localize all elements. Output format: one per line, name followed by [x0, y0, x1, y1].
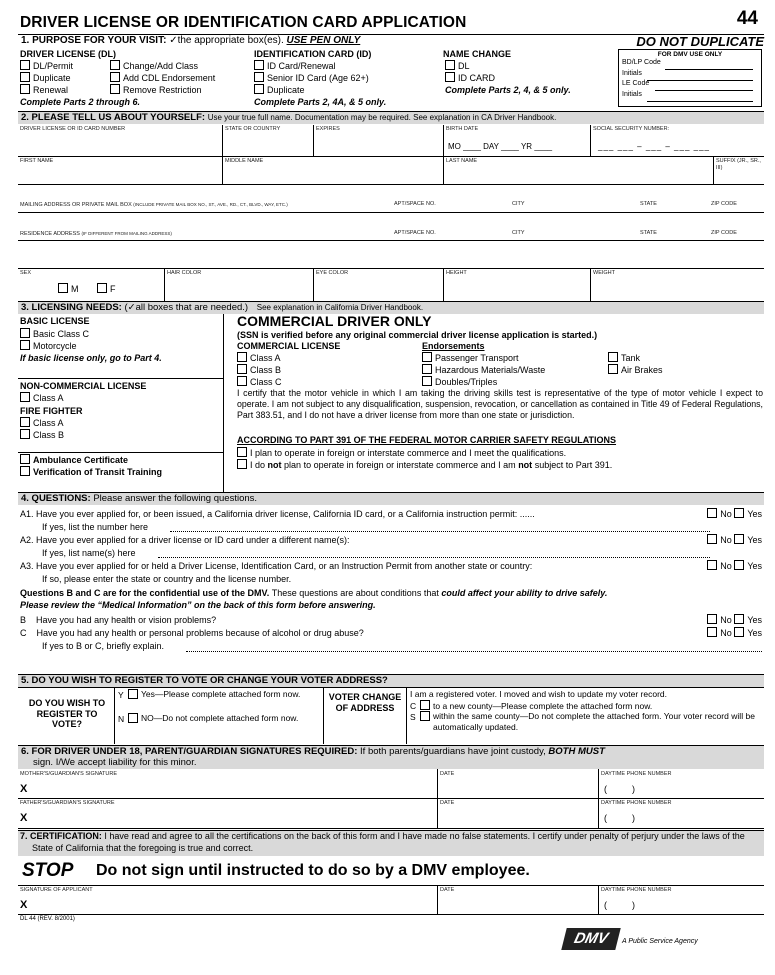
section-7-heading: 7. CERTIFICATION: I have read and agree to all the certifications on the back of this form and I have made no false statements. I certify under penalty of perjury under the laws of the State of California that the foregoing is true and correct. — [18, 830, 764, 856]
cl-class-b-option[interactable]: Class B — [237, 364, 282, 376]
weight-label: WEIGHT — [593, 270, 615, 276]
endorsement-options — [422, 352, 545, 388]
basic-note: If basic license only, go to Part 4. — [20, 353, 162, 363]
a3-sub: If so, please enter the state or country and the license number. — [42, 574, 292, 584]
mother-signature[interactable]: X — [20, 783, 28, 795]
dl-duplicate-option[interactable]: Duplicate — [20, 72, 73, 84]
dl-complete-note: Complete Parts 2 through 6. — [20, 97, 141, 107]
ssn-label: SOCIAL SECURITY NUMBER: — [593, 126, 670, 132]
voter-change-address: VOTER CHANGE OF ADDRESS — [328, 692, 402, 713]
add-cdl-option[interactable]: Add CDL Endorsement — [110, 72, 215, 84]
sex-f-option[interactable]: F — [97, 284, 116, 294]
question-b: B Have you had any health or vision problems? No Yes — [20, 615, 762, 625]
middle-name-label: MIDDLE NAME — [225, 158, 264, 164]
dl-renewal-option[interactable]: Renewal — [20, 84, 73, 96]
cdl-ssn-note: (SSN is verified before any original commercial driver license application is started.) — [237, 330, 598, 340]
part-391-not-option[interactable]: I do not plan to operate in foreign or interstate commerce and I am not subject to Part 391. — [237, 459, 612, 471]
c-yes[interactable]: Yes — [734, 628, 762, 638]
mail-zip-label: ZIP CODE — [711, 201, 737, 207]
stop-text: Do not sign until instructed to do so by a DMV employee. — [96, 862, 530, 879]
cdl-certify-text: I certify that the motor vehicle in which I am taking the driving skills test is representative of the type of motor vehicle I expect to operate. I am not subject to any disqualification, suspension, revocation, or cancellation as contained in Title 49 of Federal Regulations, Part 383.51, and I do not have a driver license from more than one state or jurisdiction. — [237, 388, 763, 421]
mail-apt-label: APT/SPACE NO. — [394, 201, 436, 207]
bc-explain: If yes to B or C, briefly explain. — [42, 641, 165, 651]
air-brakes-option[interactable]: Air Brakes — [608, 364, 663, 376]
stop-word: STOP — [22, 860, 74, 881]
id-options — [254, 60, 369, 96]
hazmat-option[interactable]: Hazardous Materials/Waste — [422, 364, 545, 376]
dmv-use-box: FOR DMV USE ONLY BD/LP Code Initials LE Code Initials — [618, 49, 762, 107]
father-signature[interactable]: X — [20, 812, 28, 824]
a3-yes[interactable]: Yes — [734, 561, 762, 571]
applicant-sig-label: SIGNATURE OF APPLICANT — [20, 887, 93, 893]
father-phone-label: DAYTIME PHONE NUMBER — [601, 800, 672, 806]
res-zip-label: ZIP CODE — [711, 230, 737, 236]
passenger-option[interactable]: Passenger Transport — [422, 352, 545, 364]
id-title: IDENTIFICATION CARD (ID) — [254, 49, 372, 59]
question-a3: A3. Have you ever applied for or held a Driver License, Identification Card, or an Instruction Permit from another state or country: No Yes — [20, 561, 762, 571]
id-duplicate-option[interactable]: Duplicate — [254, 84, 369, 96]
res-state-label: STATE — [640, 230, 657, 236]
b-yes[interactable]: Yes — [734, 615, 762, 625]
extra-options — [20, 454, 162, 478]
endorsements-title: Endorsements — [422, 341, 485, 351]
fire-fighter-title: FIRE FIGHTER — [20, 406, 83, 416]
mailing-address-label: MAILING ADDRESS OR PRIVATE MAIL BOX (INCLUDE PRIVATE MAIL BOX NO., ST., AVE., RD., CT., BLVD., WAY, ETC.) — [20, 202, 288, 208]
ff-options — [20, 417, 64, 441]
res-city-label: CITY — [512, 230, 525, 236]
birth-date-field[interactable]: MO ____ DAY ____ YR ____ — [448, 142, 553, 151]
motorcycle-option[interactable]: Motorcycle — [20, 340, 89, 352]
voter-same-county-option[interactable]: S within the same county—Do not complete the attached form. Your voter record will be automatically updated. — [410, 711, 755, 732]
form-page — [18, 8, 764, 968]
dl-title: DRIVER LICENSE (DL) — [20, 49, 117, 59]
expires-label: EXPIRES — [316, 126, 340, 132]
first-name-label: FIRST NAME — [20, 158, 54, 164]
mother-sig-label: MOTHER'S/GUARDIAN'S SIGNATURE — [20, 771, 118, 777]
doubles-option[interactable]: Doubles/Triples — [422, 376, 545, 388]
noncom-class-a-option[interactable]: Class A — [20, 392, 64, 404]
form-revision: DL 44 (REV. 8/2001) — [20, 916, 75, 922]
section-2-heading: 2. PLEASE TELL US ABOUT YOURSELF: Use your true full name. Documentation may be required. See explanation in CA Driver Handbook. — [18, 111, 764, 124]
section-1-heading: 1. PURPOSE FOR YOUR VISIT: ✓the appropriate box(es). USE PEN ONLY — [18, 34, 764, 48]
sex-m-option[interactable]: M — [58, 284, 79, 294]
section-6-heading: 6. FOR DRIVER UNDER 18, PARENT/GUARDIAN SIGNATURES REQUIRED: If both parents/guardians have joint custody, BOTH MUST sign. I/We accept liability for this minor. — [18, 745, 764, 769]
vote-no-option[interactable]: N NO—Do not complete attached form now. — [118, 713, 299, 724]
father-date-label: DATE — [440, 800, 455, 806]
part-391-title: ACCORDING TO PART 391 OF THE FEDERAL MOTOR CARRIER SAFETY REGULATIONS — [237, 435, 617, 445]
bc-note: Questions B and C are for the confidential use of the DMV. These questions are about conditions that could affect your ability to drive safely. — [20, 588, 608, 598]
res-apt-label: APT/SPACE NO. — [394, 230, 436, 236]
a2-sub: If yes, list name(s) here — [42, 548, 136, 558]
do-not-duplicate: DO NOT DUPLICATE — [636, 34, 764, 49]
applicant-date-label: DATE — [440, 887, 455, 893]
birth-date-label: BIRTH DATE — [446, 126, 479, 132]
cl-class-c-option[interactable]: Class C — [237, 376, 282, 388]
ambulance-option[interactable]: Ambulance Certificate — [20, 454, 162, 466]
hair-color-label: HAIR COLOR — [167, 270, 202, 276]
basic-class-c-option[interactable]: Basic Class C — [20, 328, 89, 340]
mother-phone-field[interactable]: ( ) — [604, 784, 635, 794]
sex-options — [58, 283, 116, 295]
section-3-heading: 3. LICENSING NEEDS: (✓all boxes that are needed.) See explanation in California Driver Handbook. — [18, 301, 764, 314]
mail-city-label: CITY — [512, 201, 525, 207]
eye-color-label: EYE COLOR — [316, 270, 349, 276]
vote-yes-option[interactable]: Y Yes—Please complete attached form now. — [118, 689, 301, 700]
cl-options — [237, 352, 282, 388]
dmv-logo: DMV — [561, 928, 620, 950]
ssn-field[interactable]: ___ ___ – ___ – ___ ___ — [598, 142, 710, 151]
remove-restriction-option[interactable]: Remove Restriction — [110, 84, 215, 96]
ff-class-a-option[interactable]: Class A — [20, 417, 64, 429]
endorsement-options-2 — [608, 352, 663, 376]
applicant-phone-field[interactable]: ( ) — [604, 900, 635, 910]
mother-phone-label: DAYTIME PHONE NUMBER — [601, 771, 672, 777]
nc-complete-note: Complete Parts 2, 4, & 5 only. — [445, 85, 571, 95]
a1-yes[interactable]: Yes — [734, 509, 762, 519]
form-number: 44 — [736, 8, 758, 29]
registered-voter-text: I am a registered voter. I moved and wish to update my voter record. — [410, 689, 668, 699]
commercial-license-title: COMMERCIAL LICENSE — [237, 341, 341, 351]
question-a1: A1. Have you ever applied for, or been issued, a California driver license, California ID card, or a California instruction permit: ...... No Yes — [20, 509, 762, 519]
tank-option[interactable]: Tank — [608, 352, 663, 364]
nc-id-option[interactable]: ID CARD — [445, 72, 495, 84]
transit-option[interactable]: Verification of Transit Training — [20, 466, 162, 478]
residence-address-label: RESIDENCE ADDRESS (IF DIFFERENT FROM MAILING ADDRESS) — [20, 231, 172, 237]
height-label: HEIGHT — [446, 270, 467, 276]
a1-sub: If yes, list the number here — [42, 522, 149, 532]
name-change-options — [445, 60, 495, 84]
register-question: DO YOU WISH TO REGISTER TO VOTE? — [28, 698, 106, 729]
last-name-label: LAST NAME — [446, 158, 478, 164]
question-a2: A2. Have you ever applied for a driver license or ID card under a different name(s): No Yes — [20, 535, 762, 545]
a2-no[interactable]: No — [707, 535, 732, 545]
name-change-title: NAME CHANGE — [443, 49, 512, 59]
mother-date-label: DATE — [440, 771, 455, 777]
sex-label: SEX — [20, 270, 32, 276]
applicant-signature[interactable]: X — [20, 899, 28, 911]
dl-options — [20, 60, 73, 96]
suffix-label: SUFFIX (JR., SR., III) — [716, 158, 761, 171]
section-5-heading: 5. DO YOU WISH TO REGISTER TO VOTE OR CHANGE YOUR VOTER ADDRESS? — [18, 674, 764, 688]
c-no[interactable]: No — [707, 628, 732, 638]
a3-no[interactable]: No — [707, 561, 732, 571]
basic-options — [20, 328, 89, 352]
dl-number-label: DRIVER LICENSE OR ID CARD NUMBER — [20, 126, 126, 132]
change-class-option[interactable]: Change/Add Class — [110, 60, 215, 72]
a1-no[interactable]: No — [707, 509, 732, 519]
cdl-title: COMMERCIAL DRIVER ONLY — [237, 313, 432, 329]
section-4-heading: 4. QUESTIONS: Please answer the following questions. — [18, 492, 764, 505]
nc-dl-option[interactable]: DL — [445, 60, 495, 72]
b-no[interactable]: No — [707, 615, 732, 625]
ff-class-b-option[interactable]: Class B — [20, 429, 64, 441]
question-c: C Have you had any health or personal problems because of alcohol or drug abuse? No Yes — [20, 628, 762, 638]
part-391-plan-option[interactable]: I plan to operate in foreign or interstate commerce and I meet the qualifications. — [237, 447, 566, 459]
applicant-phone-label: DAYTIME PHONE NUMBER — [601, 887, 672, 893]
form-title: DRIVER LICENSE OR IDENTIFICATION CARD APPLICATION — [20, 14, 467, 31]
bc-note-2: Please review the “Medical Information” on the back of this form before answering. — [20, 600, 376, 610]
state-country-label: STATE OR COUNTRY — [225, 126, 281, 132]
father-phone-field[interactable]: ( ) — [604, 813, 635, 823]
father-sig-label: FATHER'S/GUARDIAN'S SIGNATURE — [20, 800, 115, 806]
a2-yes[interactable]: Yes — [734, 535, 762, 545]
basic-license-title: BASIC LICENSE — [20, 316, 90, 326]
cl-class-a-option[interactable]: Class A — [237, 352, 282, 364]
noncom-title: NON-COMMERCIAL LICENSE — [20, 381, 147, 391]
dl-permit-option[interactable]: DL/Permit — [20, 60, 73, 72]
id-renewal-option[interactable]: ID Card/Renewal — [254, 60, 369, 72]
voter-new-county-option[interactable]: C to a new county—Please complete the attached form now. — [410, 701, 653, 711]
agency-tagline: A Public Service Agency — [622, 938, 698, 945]
senior-id-option[interactable]: Senior ID Card (Age 62+) — [254, 72, 369, 84]
mail-state-label: STATE — [640, 201, 657, 207]
dl-options-2 — [110, 60, 215, 96]
id-complete-note: Complete Parts 2, 4A, & 5 only. — [254, 97, 387, 107]
